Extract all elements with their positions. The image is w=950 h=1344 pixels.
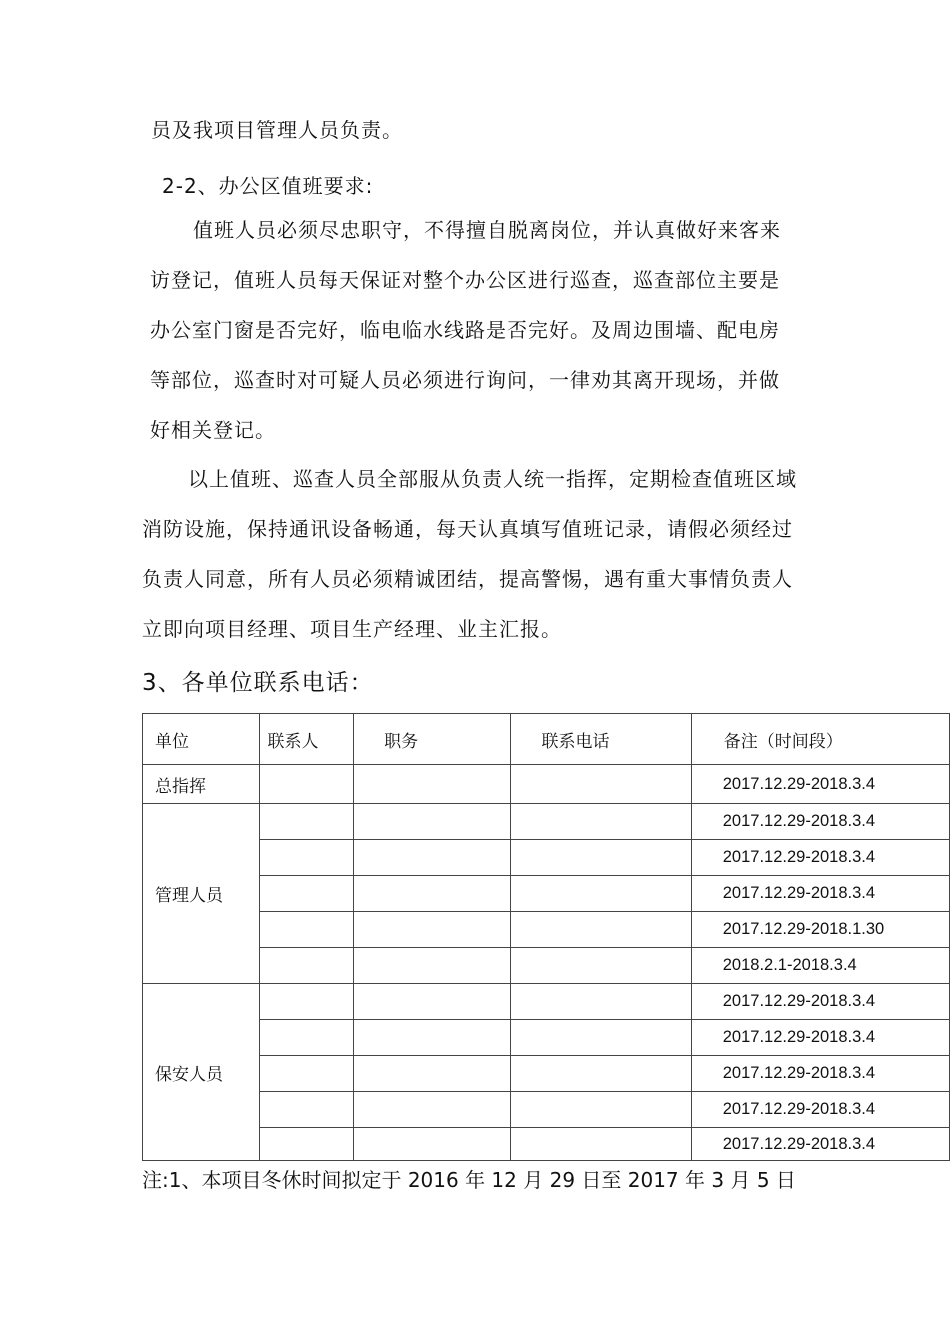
table-row (143, 1092, 950, 1128)
paragraph-line: 负责人同意，所有人员必须精诚团结，提高警惕，遇有重大事情负责人 (142, 567, 793, 591)
paragraph-line: 值班人员必须尽忠职守，不得擅自脱离岗位，并认真做好来客来 (193, 218, 781, 242)
table-row (143, 1056, 950, 1092)
date-range-cell: 2017.12.29-2018.3.4 (691, 765, 949, 804)
table-row (143, 765, 950, 804)
section-heading: 3、各单位联系电话： (142, 670, 374, 696)
table-row (143, 948, 950, 984)
table-row (143, 876, 950, 912)
paragraph-line: 等部位，巡查时对可疑人员必须进行询问，一律劝其离开现场，并做 (150, 368, 780, 392)
date-range-cell: 2017.12.29-2018.3.4 (691, 840, 949, 876)
header-cell-remarks: 备注（时间段） (691, 714, 949, 765)
date-range-cell: 2017.12.29-2018.3.4 (691, 984, 949, 1020)
footnote: 注:1、本项目冬休时间拟定于 2016 年 12 月 29 日至 2017 年 3 月 5 日 (142, 1168, 796, 1192)
subsection-heading: 2-2、办公区值班要求: (162, 174, 374, 198)
paragraph-line: 消防设施，保持通讯设备畅通，每天认真填写值班记录，请假必须经过 (142, 517, 793, 541)
header-cell-contact: 联系人 (259, 714, 354, 765)
unit-cell: 总指挥 (143, 765, 260, 804)
date-range-cell: 2017.12.29-2018.3.4 (691, 876, 949, 912)
date-range-cell: 2018.2.1-2018.3.4 (691, 948, 949, 984)
table-row (143, 1128, 950, 1161)
paragraph-line: 以上值班、巡查人员全部服从负责人统一指挥，定期检查值班区域 (188, 467, 797, 491)
unit-cell: 保安人员 (143, 984, 260, 1161)
paragraph-line: 访登记，值班人员每天保证对整个办公区进行巡查，巡查部位主要是 (150, 268, 780, 292)
paragraph-line: 办公室门窗是否完好，临电临水线路是否完好。及周边围墙、配电房 (150, 318, 780, 342)
table-row (143, 1020, 950, 1056)
date-range-cell: 2017.12.29-2018.3.4 (691, 1056, 949, 1092)
date-range-cell: 2017.12.29-2018.3.4 (691, 1020, 949, 1056)
header-cell-unit: 单位 (143, 714, 260, 765)
header-cell-phone: 联系电话 (510, 714, 691, 765)
date-range-cell: 2017.12.29-2018.3.4 (691, 804, 949, 840)
table-row (143, 984, 950, 1020)
contact-table (142, 713, 950, 1161)
paragraph-line: 员及我项目管理人员负责。 (151, 118, 403, 142)
header-cell-position: 职务 (354, 714, 510, 765)
paragraph-line: 好相关登记。 (150, 418, 276, 442)
date-range-cell: 2017.12.29-2018.1.30 (691, 912, 949, 948)
date-range-cell: 2017.12.29-2018.3.4 (691, 1092, 949, 1128)
table-row (143, 840, 950, 876)
table-header-row (143, 714, 950, 765)
table-row (143, 804, 950, 840)
unit-cell: 管理人员 (143, 804, 260, 984)
date-range-cell: 2017.12.29-2018.3.4 (691, 1128, 949, 1161)
table-row (143, 912, 950, 948)
paragraph-line: 立即向项目经理、项目生产经理、业主汇报。 (142, 617, 562, 641)
